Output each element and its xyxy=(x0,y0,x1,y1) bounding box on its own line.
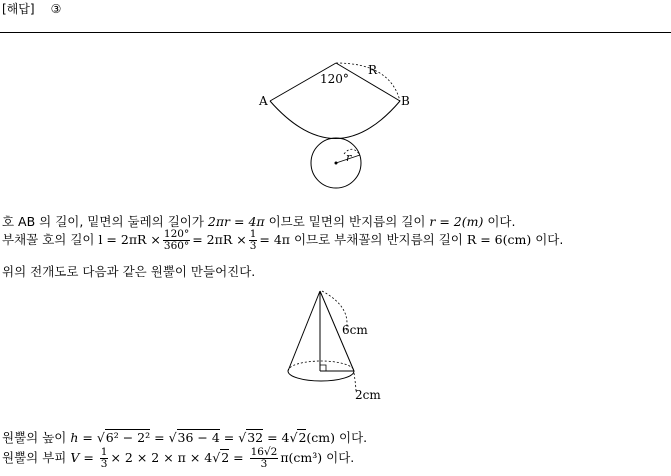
sqrt-2-radicand: 36 − 4 xyxy=(177,430,220,445)
point-a-label: A xyxy=(259,94,268,108)
answer-choice: ③ xyxy=(50,2,62,16)
fraction-1-3-volume xyxy=(100,447,109,470)
fraction-denominator: 3 xyxy=(260,458,268,471)
height-math-2: = xyxy=(150,430,169,445)
volume-math-2: × 2 × 2 × π × 4 xyxy=(110,450,213,466)
solution-line-3: 위의 전개도로 다음과 같은 원뿔이 만들어진다. xyxy=(2,264,256,279)
height-line xyxy=(2,428,367,446)
sqrt-volume-radicand: 2 xyxy=(221,450,230,466)
angle-label: 120° xyxy=(320,72,349,86)
header-divider xyxy=(0,32,671,33)
cone-left-edge xyxy=(288,291,320,371)
line1-text-3: 이다. xyxy=(483,214,516,229)
radius-label: R xyxy=(368,63,378,77)
height-text-2: 이다. xyxy=(335,430,368,445)
sqrt-1: √6² − 2² xyxy=(96,430,151,445)
line1-math-2: r = 2(m) xyxy=(429,214,484,229)
sqrt-4-radicand: 2 xyxy=(298,430,307,445)
sqrt-volume: √2 xyxy=(212,450,230,466)
circle-radius-label: r xyxy=(346,151,352,164)
line2-text-1: 부채꼴 호의 길이 xyxy=(2,232,99,248)
volume-math-3: = xyxy=(229,450,248,466)
cone-base-back xyxy=(288,361,354,371)
line1-text-2: 이므로 밑면의 반지름의 길이 xyxy=(264,214,430,229)
volume-math-4: π(cm³) xyxy=(280,450,323,466)
answer-header xyxy=(2,0,61,17)
right-angle-mark xyxy=(320,365,326,371)
fraction-numerator: 1 xyxy=(249,228,257,240)
fraction-numerator: 16√2 xyxy=(250,446,278,458)
sqrt-4: √2 xyxy=(289,430,307,445)
volume-text-2: 이다. xyxy=(322,450,355,466)
solution-line-1 xyxy=(2,212,515,230)
slant-label: 6cm xyxy=(342,323,368,337)
fraction-denominator: 360° xyxy=(163,240,190,253)
height-math-3: = xyxy=(219,430,239,445)
fraction-120-360 xyxy=(163,229,190,252)
sqrt-2: √36 − 4 xyxy=(168,430,220,445)
height-text-1: 원뿔의 높이 xyxy=(2,430,71,445)
line2-math-3: = 4π xyxy=(259,232,290,248)
net-diagram xyxy=(250,58,430,193)
fraction-1-3 xyxy=(249,229,258,252)
line1-text-1: 호 AB 의 길이, 밑면의 둘레의 길이가 xyxy=(2,214,208,229)
point-b-label: B xyxy=(401,94,410,108)
fraction-numerator: 120° xyxy=(163,228,190,240)
fraction-16root2-3 xyxy=(250,447,279,470)
fraction-denominator: 3 xyxy=(100,458,108,471)
sector-arc xyxy=(270,101,400,139)
sqrt-3: √32 xyxy=(238,430,264,445)
answer-label: [해답] xyxy=(2,2,35,16)
volume-text-1: 원뿔의 부피 xyxy=(2,450,71,466)
height-math-4: = 4 xyxy=(263,430,290,445)
sqrt-1-radicand: 6² − 2² xyxy=(105,430,151,445)
height-math-1: h = xyxy=(70,430,97,445)
solution-line-2 xyxy=(2,229,563,252)
cone-base-front xyxy=(288,371,354,381)
line2-text-3: 이다. xyxy=(531,232,564,248)
height-math-5: (cm) xyxy=(306,430,336,445)
line2-text-2: 이므로 부채꼴의 반지름의 길이 xyxy=(290,232,467,248)
volume-math-1: V = xyxy=(70,450,98,466)
base-radius-label: 2cm xyxy=(355,388,381,402)
cone-diagram xyxy=(282,287,392,407)
line2-math-2: = 2πR × xyxy=(192,232,247,248)
volume-line xyxy=(2,447,354,470)
fraction-numerator: 1 xyxy=(100,446,108,458)
line2-math-1: l = 2πR × xyxy=(98,232,161,248)
sqrt-3-radicand: 32 xyxy=(247,430,264,445)
fraction-denominator: 3 xyxy=(249,240,257,253)
line1-math-1: 2πr = 4π xyxy=(207,214,265,229)
line2-math-4: R = 6(cm) xyxy=(466,232,532,248)
